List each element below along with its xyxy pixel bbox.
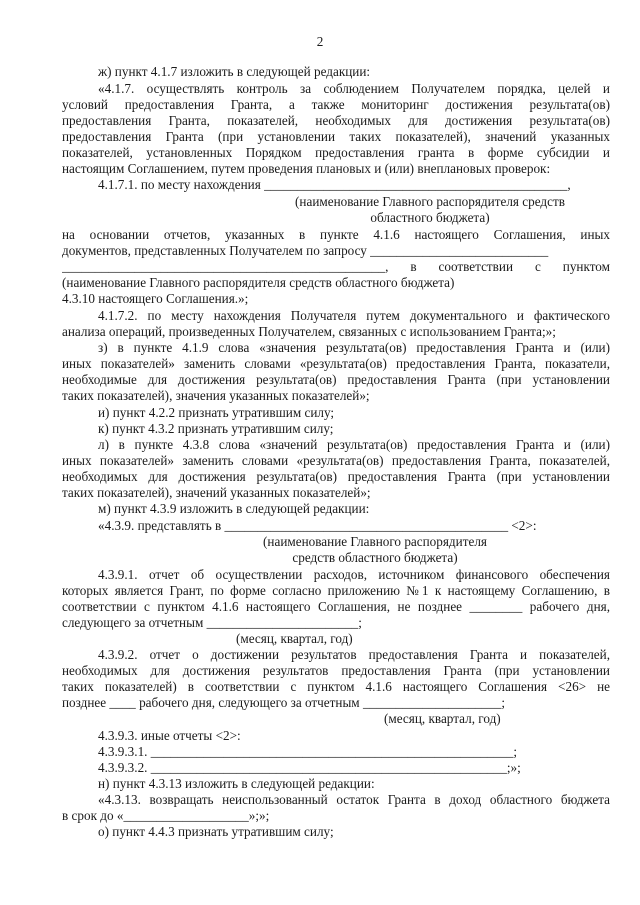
doc-line: таких показателей), значений указанных показателей»;: [62, 485, 371, 500]
doc-line: необходимые для достижения результата(ов) предоставления Гранта (при установлении: [62, 372, 610, 387]
doc-line: 4.3.10 настоящего Соглашения.»;: [62, 291, 249, 306]
doc-line: _________________________________________________, в соответствии с пунктом: [62, 259, 610, 274]
doc-caption: областного бюджета): [370, 210, 490, 225]
doc-line: таких показателей), значения указанных показателей»;: [62, 388, 370, 403]
doc-caption: (наименование Главного распорядителя средств: [295, 194, 565, 209]
doc-line: л) в пункте 4.3.8 слова «значений результата(ов) предоставления Гранта и (или): [98, 437, 610, 452]
doc-caption: (месяц, квартал, год): [384, 711, 501, 726]
doc-line: 4.1.7.2. по месту нахождения Получателя путем документального и фактического: [98, 308, 610, 323]
doc-line: 4.3.9.2. отчет о достижении результатов предоставления Гранта и показателей,: [98, 647, 610, 662]
doc-line: «4.1.7. осуществлять контроль за соблюдением Получателем порядка, целей и: [98, 81, 610, 96]
doc-line: на основании отчетов, указанных в пункте 4.1.6 настоящего Соглашения, иных: [62, 227, 610, 242]
doc-line: ж) пункт 4.1.7 изложить в следующей редакции:: [98, 64, 371, 79]
doc-line: 4.3.9.3.1. _______________________________________________________;: [98, 744, 518, 759]
doc-line: позднее ____ рабочего дня, следующего за отчетным _____________________;: [62, 695, 506, 710]
doc-line: следующего за отчетным _______________________;: [62, 615, 362, 630]
doc-line: в срок до «___________________»;»;: [62, 808, 270, 823]
doc-line: таких показателей) в соответствии с пунктом 4.1.6 настоящего Соглашения <26> не: [62, 679, 610, 694]
doc-line: к) пункт 4.3.2 признать утратившим силу;: [98, 421, 334, 436]
doc-caption: (наименование Главного распорядителя: [263, 534, 487, 549]
doc-caption: (наименование Главного распорядителя средств областного бюджета): [62, 275, 455, 290]
doc-line: анализа операций, произведенных Получателем, связанных с использованием Гранта;»;: [62, 324, 556, 339]
doc-line: необходимых для достижения результатов предоставления Гранта (при установлении: [62, 663, 610, 678]
doc-line: н) пункт 4.3.13 изложить в следующей редакции:: [98, 776, 375, 791]
doc-line: иных показателей» заменить словами «результата(ов) предоставления Гранта, показатели,: [62, 356, 610, 371]
doc-line: «4.3.13. возвращать неиспользованный остаток Гранта в доход областного бюджета: [98, 792, 610, 807]
doc-line: показателей, установленных Порядком предоставления гранта в форме субсидии и: [62, 145, 610, 160]
page-number: 2: [316, 34, 324, 49]
doc-line: 4.3.9.3. иные отчеты <2>:: [98, 728, 241, 743]
doc-line: документов, представленных Получателем по запросу ___________________________: [62, 243, 549, 258]
doc-line: которых является Грант, по форме согласно приложению №1 к настоящему Соглашению, в: [62, 583, 610, 598]
doc-line: условий предоставления Гранта, а также мониторинг достижения результата(ов): [62, 97, 610, 112]
doc-line: необходимых для достижения результата(ов) предоставления Гранта (при установлении: [62, 469, 610, 484]
doc-line: 4.1.7.1. по месту нахождения ______________________________________________,: [98, 177, 571, 192]
doc-line: 4.3.9.1. отчет об осуществлении расходов, источником финансового обеспечения: [98, 567, 610, 582]
doc-caption: (месяц, квартал, год): [236, 631, 353, 646]
doc-line: иных показателей» заменить словами «результата(ов) предоставления Гранта, показателей,: [62, 453, 610, 468]
doc-line: предоставления Гранта (при установлении таких показателей), значений указанных: [62, 129, 610, 144]
doc-line: настоящим Соглашением, путем проведения плановых и (или) внеплановых проверок:: [62, 161, 551, 176]
doc-line: з) в пункте 4.1.9 слова «значения результата(ов) предоставления Гранта и (или): [98, 340, 610, 355]
doc-line: м) пункт 4.3.9 изложить в следующей редакции:: [98, 501, 370, 516]
doc-caption: средств областного бюджета): [292, 550, 458, 565]
doc-line: предоставления Гранта, показателей, необходимых для достижения результата(ов): [62, 113, 610, 128]
doc-line: и) пункт 4.2.2 признать утратившим силу;: [98, 405, 335, 420]
doc-line: «4.3.9. представлять в ___________________________________________ <2>:: [98, 518, 537, 533]
doc-line: 4.3.9.3.2. ______________________________________________________;»;: [98, 760, 521, 775]
doc-line: о) пункт 4.4.3 признать утратившим силу;: [98, 824, 334, 839]
doc-line: соответствии с пунктом 4.1.6 настоящего Соглашения, не позднее ________ рабочего дня,: [62, 599, 610, 614]
